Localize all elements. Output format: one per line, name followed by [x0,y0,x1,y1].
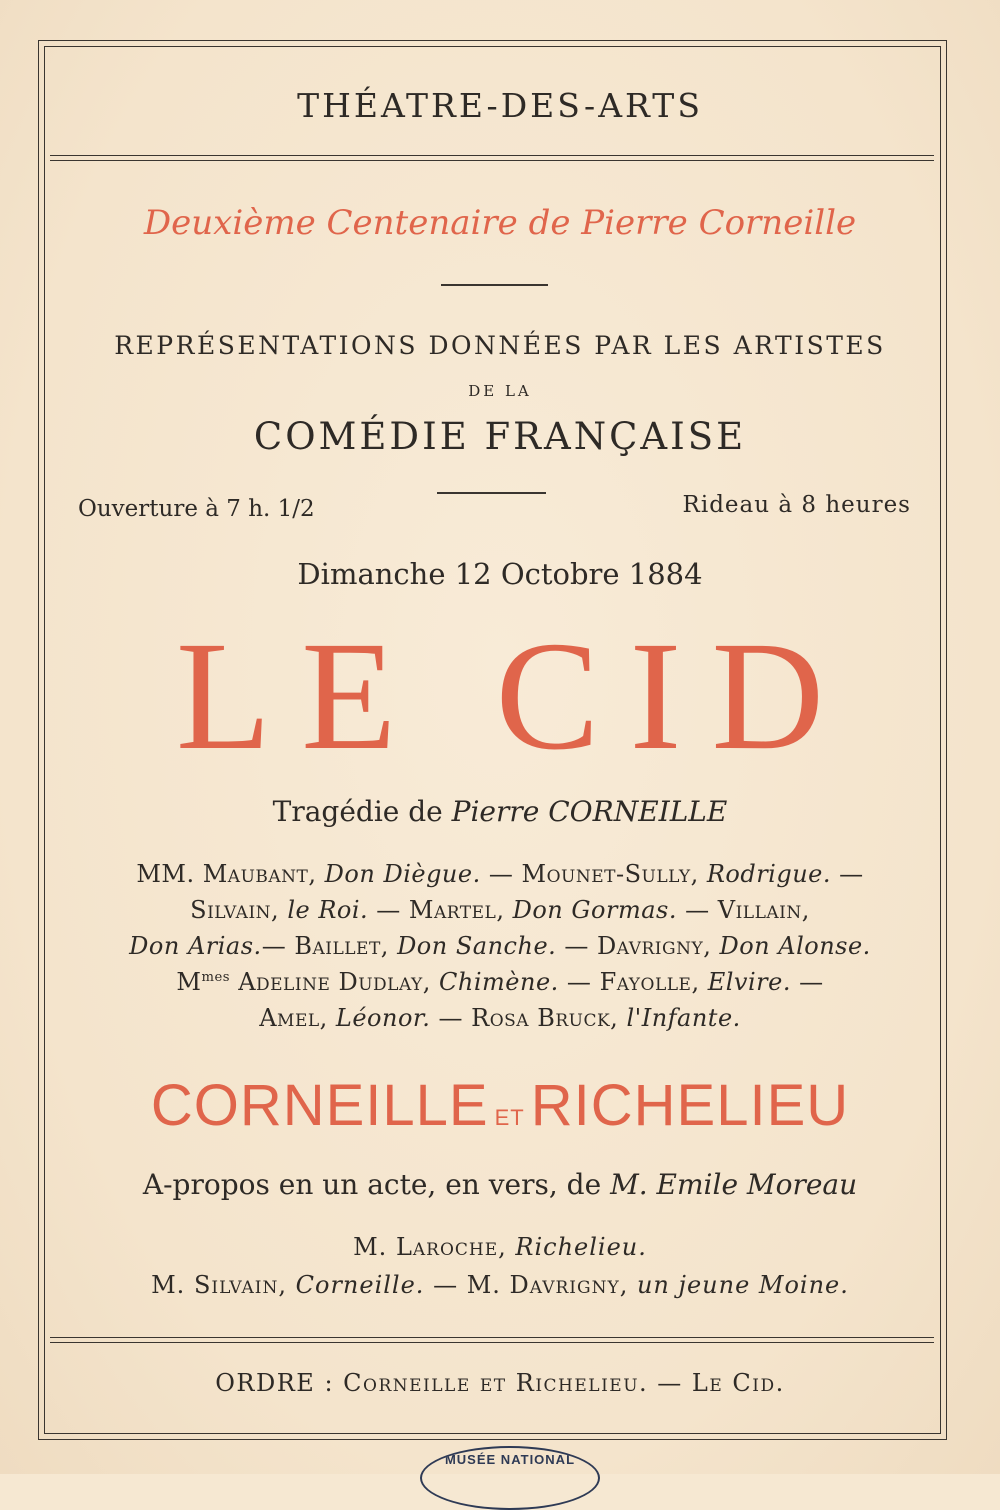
cast-text: M [176,968,202,996]
cast-text: — [790,968,824,996]
role-name: Don Sanche. [397,932,557,960]
cast-text: — [424,1271,467,1299]
actor-name: Amel [259,1004,320,1032]
play1-cast-line-3 [0,932,1000,960]
play-title-corneille-richelieu [0,1072,1000,1139]
cast-text: , [610,1004,627,1032]
play1-subtitle-prefix: Tragédie de [272,795,452,828]
ordre-label: ORDRE : [215,1369,335,1397]
cast-text: , [278,1271,296,1299]
actor-name: Fayolle [599,968,692,996]
cast-text: — [831,860,864,888]
cast-text: M. [151,1271,194,1299]
cast-text: , [422,968,440,996]
play2-author: M. Emile Moreau [610,1168,858,1201]
play1-cast-line-1 [0,860,1000,888]
actor-name: Mounet-Sully [521,860,691,888]
actor-name: Silvain [193,1271,279,1299]
cast-text: , [801,896,810,924]
cast-text: , [496,896,513,924]
performance-date: Dimanche 12 Octobre 1884 [297,557,703,591]
role-name: Chimène. [439,968,559,996]
ordre-line [0,1369,1000,1397]
cast-text: — [556,932,598,960]
cast-text: — [480,860,522,888]
play2-cast-line-2 [0,1271,1000,1299]
cast-text: , [319,1004,336,1032]
title-richelieu: RICHELIEU [530,1073,850,1138]
header-rule-top [50,155,934,156]
cast-text [230,968,238,996]
actor-name: Adeline Dudlay [238,968,423,996]
cast-text: , [690,860,707,888]
role-name: Don Gormas. [512,896,677,924]
actor-name: Villain [717,896,802,924]
cast-text: M. [466,1271,510,1299]
footer-rule-top [50,1337,934,1338]
rideau-time: Rideau à 8 heures [682,492,911,518]
cast-text: — [430,1004,472,1032]
ordre-text: Corneille et Richelieu. — Le Cid. [343,1369,785,1397]
cast-text: — [368,896,409,924]
cast-text: , [703,932,720,960]
cast-text: , [308,860,325,888]
role-name: Don Alonse. [719,932,871,960]
theatre-name: THÉATRE-DES-ARTS [297,86,703,125]
role-name: Corneille. [295,1271,425,1299]
cast-text: , [271,896,288,924]
cast-text: — [676,896,718,924]
role-name: Don Arias. [129,932,262,960]
actor-name: Baillet [294,932,381,960]
cast-text: , [619,1271,637,1299]
play1-cast-line-4 [0,968,1000,996]
cast-text: , [380,932,398,960]
actor-name: Rosa Bruck [471,1004,611,1032]
header-rule-bottom [50,160,934,161]
cast-text: — [558,968,600,996]
cast-text: — [261,932,295,960]
representations-line: REPRÉSENTATIONS DONNÉES PAR LES ARTISTES [114,331,886,360]
separator-2 [437,492,546,494]
de-la: DE LA [468,382,532,400]
centenaire-heading: Deuxième Centenaire de Pierre Corneille [143,203,857,243]
title-corneille: CORNEILLE [150,1073,489,1138]
role-name: Léonor. [335,1004,431,1032]
role-name: le Roi. [287,896,369,924]
role-name: un jeune Moine. [636,1271,849,1299]
cast-text: , [691,968,708,996]
play1-cast-line-2 [0,896,1000,924]
museum-stamp [420,1446,600,1510]
separator-1 [441,284,548,286]
role-name: l'Infante. [626,1004,741,1032]
play2-cast-line-1 [0,1233,1000,1261]
play2-subtitle [0,1168,1000,1201]
cast-text: MM. [136,860,203,888]
role-name: Elvire. [707,968,791,996]
actor-name: Silvain [190,896,272,924]
play-title-le-cid: LE CID [175,609,855,782]
play1-subtitle [0,795,1000,828]
comedie-francaise: COMÉDIE FRANÇAISE [253,415,747,458]
superscript: mes [201,969,231,985]
play1-cast-line-5 [0,1004,1000,1032]
role-name: Rodrigue. [706,860,832,888]
actor-name: Martel [408,896,497,924]
actor-name: Laroche [395,1233,499,1261]
actor-name: Maubant [202,860,309,888]
stamp-text: MUSÉE NATIONAL [444,1452,576,1467]
ouverture-time: Ouverture à 7 h. 1/2 [78,496,315,522]
role-name: Richelieu. [515,1233,647,1261]
cast-text: M. [353,1233,396,1261]
role-name: Don Diègue. [324,860,481,888]
footer-rule-bottom [50,1342,934,1343]
actor-name: Davrigny [597,932,704,960]
actor-name: Davrigny [509,1271,620,1299]
cast-text: , [498,1233,516,1261]
play2-subtitle-prefix: A-propos en un acte, en vers, de [142,1168,611,1201]
play1-author: Pierre CORNEILLE [451,795,728,828]
title-et: ET [494,1105,525,1130]
